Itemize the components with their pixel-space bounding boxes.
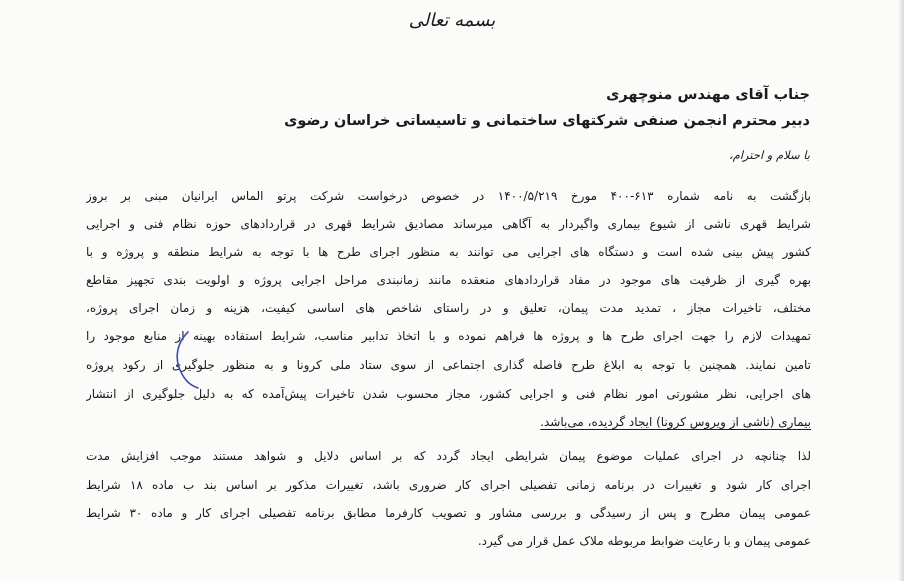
- body-line: مختلف، تاخیرات مجاز ، تمدید مدت پیمان، تعلیق و در راستای شاخص های اساسی کیفیت، هزینه و زمان اجرای پروژه،: [86, 301, 811, 315]
- recipient-name: جناب آقای مهندس منوچهری: [606, 87, 810, 103]
- body-line: اجرای کار شود و تغییرات در برنامه زمانی تفصیلی اجرای کار ضروری باشد، تغییرات مذکور بر اساس بند ب ماده ۱۸ شرایط: [86, 478, 811, 492]
- body-line: تمهیدات لازم را جهت اجرای طرح ها و پروژه ها فراهم نموده و با اتخاذ تدابیر مناسب، شرایط استفاده بهینه از منابع موجود را: [86, 329, 811, 343]
- body-line: لذا چنانچه در اجرای عملیات موضوع پیمان شرایطی ایجاد گردد که بر اساس دلایل و شواهد مستند موجب افزایش مدت: [86, 449, 811, 463]
- recipient-block: [284, 82, 810, 134]
- body-line: تامین نمایند. همچنین با توجه به ابلاغ طرح فاصله گذاری اجتماعی از سوی ستاد ملی کرونا و به منظور جلوگیری از رکود پروژه: [86, 358, 811, 372]
- body-line: شرایط قهری ناشی از شیوع بیماری واگیردار به آگاهی میرساند مصادیق شرایط قهری در قراردادهای حوزه نظام فنی و اجرایی: [86, 217, 811, 231]
- pen-mark: [168, 330, 208, 390]
- greeting: با سلام و احترام،: [729, 148, 810, 162]
- body-line: کشور پیش بینی شده است و دستگاه های اجرایی می توانند به منظور اجرای طرح ها با توجه به شرایط منطقه و پروژه و با: [86, 245, 811, 259]
- recipient-title: دبیر محترم انجمن صنفی شرکتهای ساختمانی و تاسیساتی خراسان رضوی: [284, 113, 810, 129]
- invocation-heading: بسمه تعالی: [408, 10, 496, 31]
- scan-edge: [898, 0, 904, 581]
- body-line: عمومی پیمان مطرح و پس از رسیدگی و بررسی مشاور و تصویب کارفرما مطابق برنامه تفصیلی اجرای کار و ماده ۳۰ شرایط: [86, 506, 811, 520]
- body-line: بازگشت به نامه شماره ۶۱۳-۴۰۰ مورخ ۱۴۰۰/۵/۲۱۹ در خصوص درخواست شرکت پرتو الماس ایرانیان مبنی بر بروز: [86, 189, 811, 203]
- body-line: بهره گیری از ظرفیت های موجود در مفاد قراردادهای منعقده مانند زمانبندی مراحل اجرایی پروژه و اولویت بندی تجهیز مقاطع: [86, 273, 811, 287]
- body-line: عمومی پیمان و با رعایت ضوابط مربوطه ملاک عمل قرار می گیرد.: [477, 534, 811, 548]
- body-line: های اجرایی، نظر مشورتی امور نظام فنی و اجرایی کشور، مجاز محسوب شدن تاخیرات پیش‌آمده که به دلیل جلوگیری از انتشار: [86, 387, 811, 401]
- body-line-underlined: بیماری (ناشی از ویروس کرونا) ایجاد گردیده، می‌باشد.: [540, 415, 811, 429]
